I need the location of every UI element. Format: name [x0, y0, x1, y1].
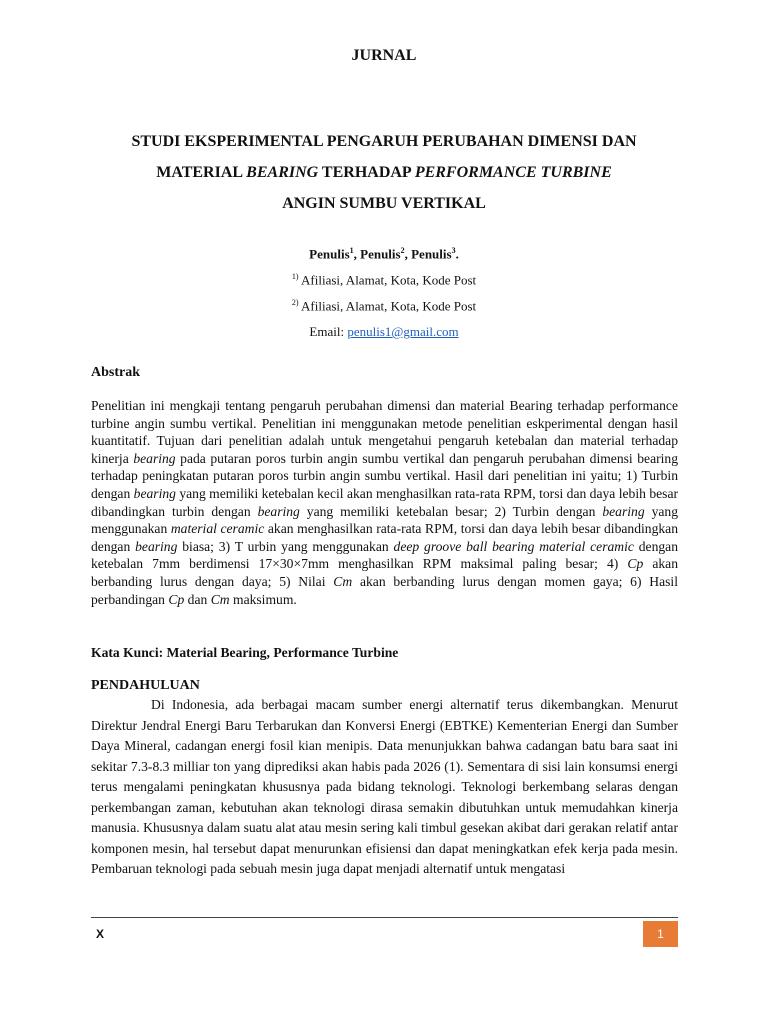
email-line: Email: penulis1@gmail.com: [309, 324, 459, 339]
email-link[interactable]: penulis1@gmail.com: [347, 324, 459, 339]
journal-header: JURNAL: [351, 47, 417, 64]
footer-mark: X: [96, 927, 105, 941]
footer-divider: [91, 917, 678, 918]
introduction-heading: PENDAHULUAN: [91, 678, 200, 693]
affiliation-1: $^{1)}$ Afiliasi, Alamat, Kota, Kode Post: [291, 272, 477, 288]
title-line-1: STUDI EKSPERIMENTAL PENGARUH PERUBAHAN DIMENSI DAN: [131, 133, 637, 150]
keywords: Kata Kunci: Material Bearing, Performance Turbine: [91, 645, 399, 660]
introduction-body: Di Indonesia, ada berbagai macam sumber energi alternatif terus dikembangkan. Menurut Direktur Jendral Energi Baru Terbarukan dan Konversi Energi (EBTKE) Kementerian Energi dan Sumber Daya Mineral, cadangan energi fosil kian menipis. Data menunjukkan bahwa cadangan batu bara saat ini sekitar 7.3-8.3 milliar ton yang diprediksi akan habis pada 2026 (1). Sementara di sisi lain konsumsi energi terus mengalami peningkatan khususnya pada bidang teknologi. Teknologi berkembang selaras dengan perkembangan zaman, kebutuhan akan teknologi dirasa semakin dibutuhkan untuk memudahkan kinerja manusia. Khususnya dalam suatu alat atau mesin sering kali timbul gesekan akibat dari gerakan relatif antar komponen mesin, hal tersebut dapat menurunkan efisiensi dan dapat meningkatkan efek kerja pada mesin. Pembaruan teknologi pada sebuah mesin juga dapat menjadi alternatif untuk mengatasi: [91, 697, 678, 876]
author-list: Penulis$^1$, Penulis$^2$, Penulis$^3$.: [309, 246, 459, 262]
title-line-3: ANGIN SUMBU VERTIKAL: [282, 195, 486, 212]
paper-title: STUDI EKSPERIMENTAL PENGARUH PERUBAHAN DIMENSI DAN MATERIAL BEARING TERHADAP PERFORMANCE TURBINE ANGIN SUMBU VERTIKAL: [131, 133, 637, 212]
affiliation-2: $^{2)}$ Afiliasi, Alamat, Kota, Kode Post: [291, 298, 477, 314]
abstract-body: Penelitian ini mengkaji tentang pengaruh perubahan dimensi dan material Bearing terhadap performance turbine angin sumbu vertikal. Penelitian ini menggunakan metode penelitian eskperimental dengan hasil kuantitatif. Tujuan dari penelitian adalah untuk mengetahui pengaruh ketebalan dan material terhadap kinerja bearing pada putaran poros turbin angin sumbu vertikal dan pengaruh perubahan dimensi bearing terhadap peningkatan putaran poros turbin angin sumbu vertikal. Hasil dari penelitian ini yaitu; 1) Turbin dengan bearing yang memiliki ketebalan kecil akan menghasilkan rata-rata RPM, torsi dan daya lebih besar dibandingkan turbin dengan bearing yang memiliki ketebalan besar; 2) Turbin dengan bearing yang menggunakan material ceramic akan menghasilkan rata-rata RPM, torsi dan daya lebih besar dibandingkan dengan bearing biasa; 3) T urbin yang menggunakan deep groove ball bearing material ceramic dengan ketebalan 7mm berdimensi 17×30×7mm menghasilkan RPM maksimal paling besar; 4) Cp akan berbanding lurus dengan daya; 5) Nilai Cm akan berbanding lurus dengan momen gaya; 6) Hasil perbandingan Cp dan Cm maksimum.: [91, 398, 679, 607]
abstract-heading: Abstrak: [91, 365, 141, 380]
page-number-badge: 1: [643, 921, 678, 947]
